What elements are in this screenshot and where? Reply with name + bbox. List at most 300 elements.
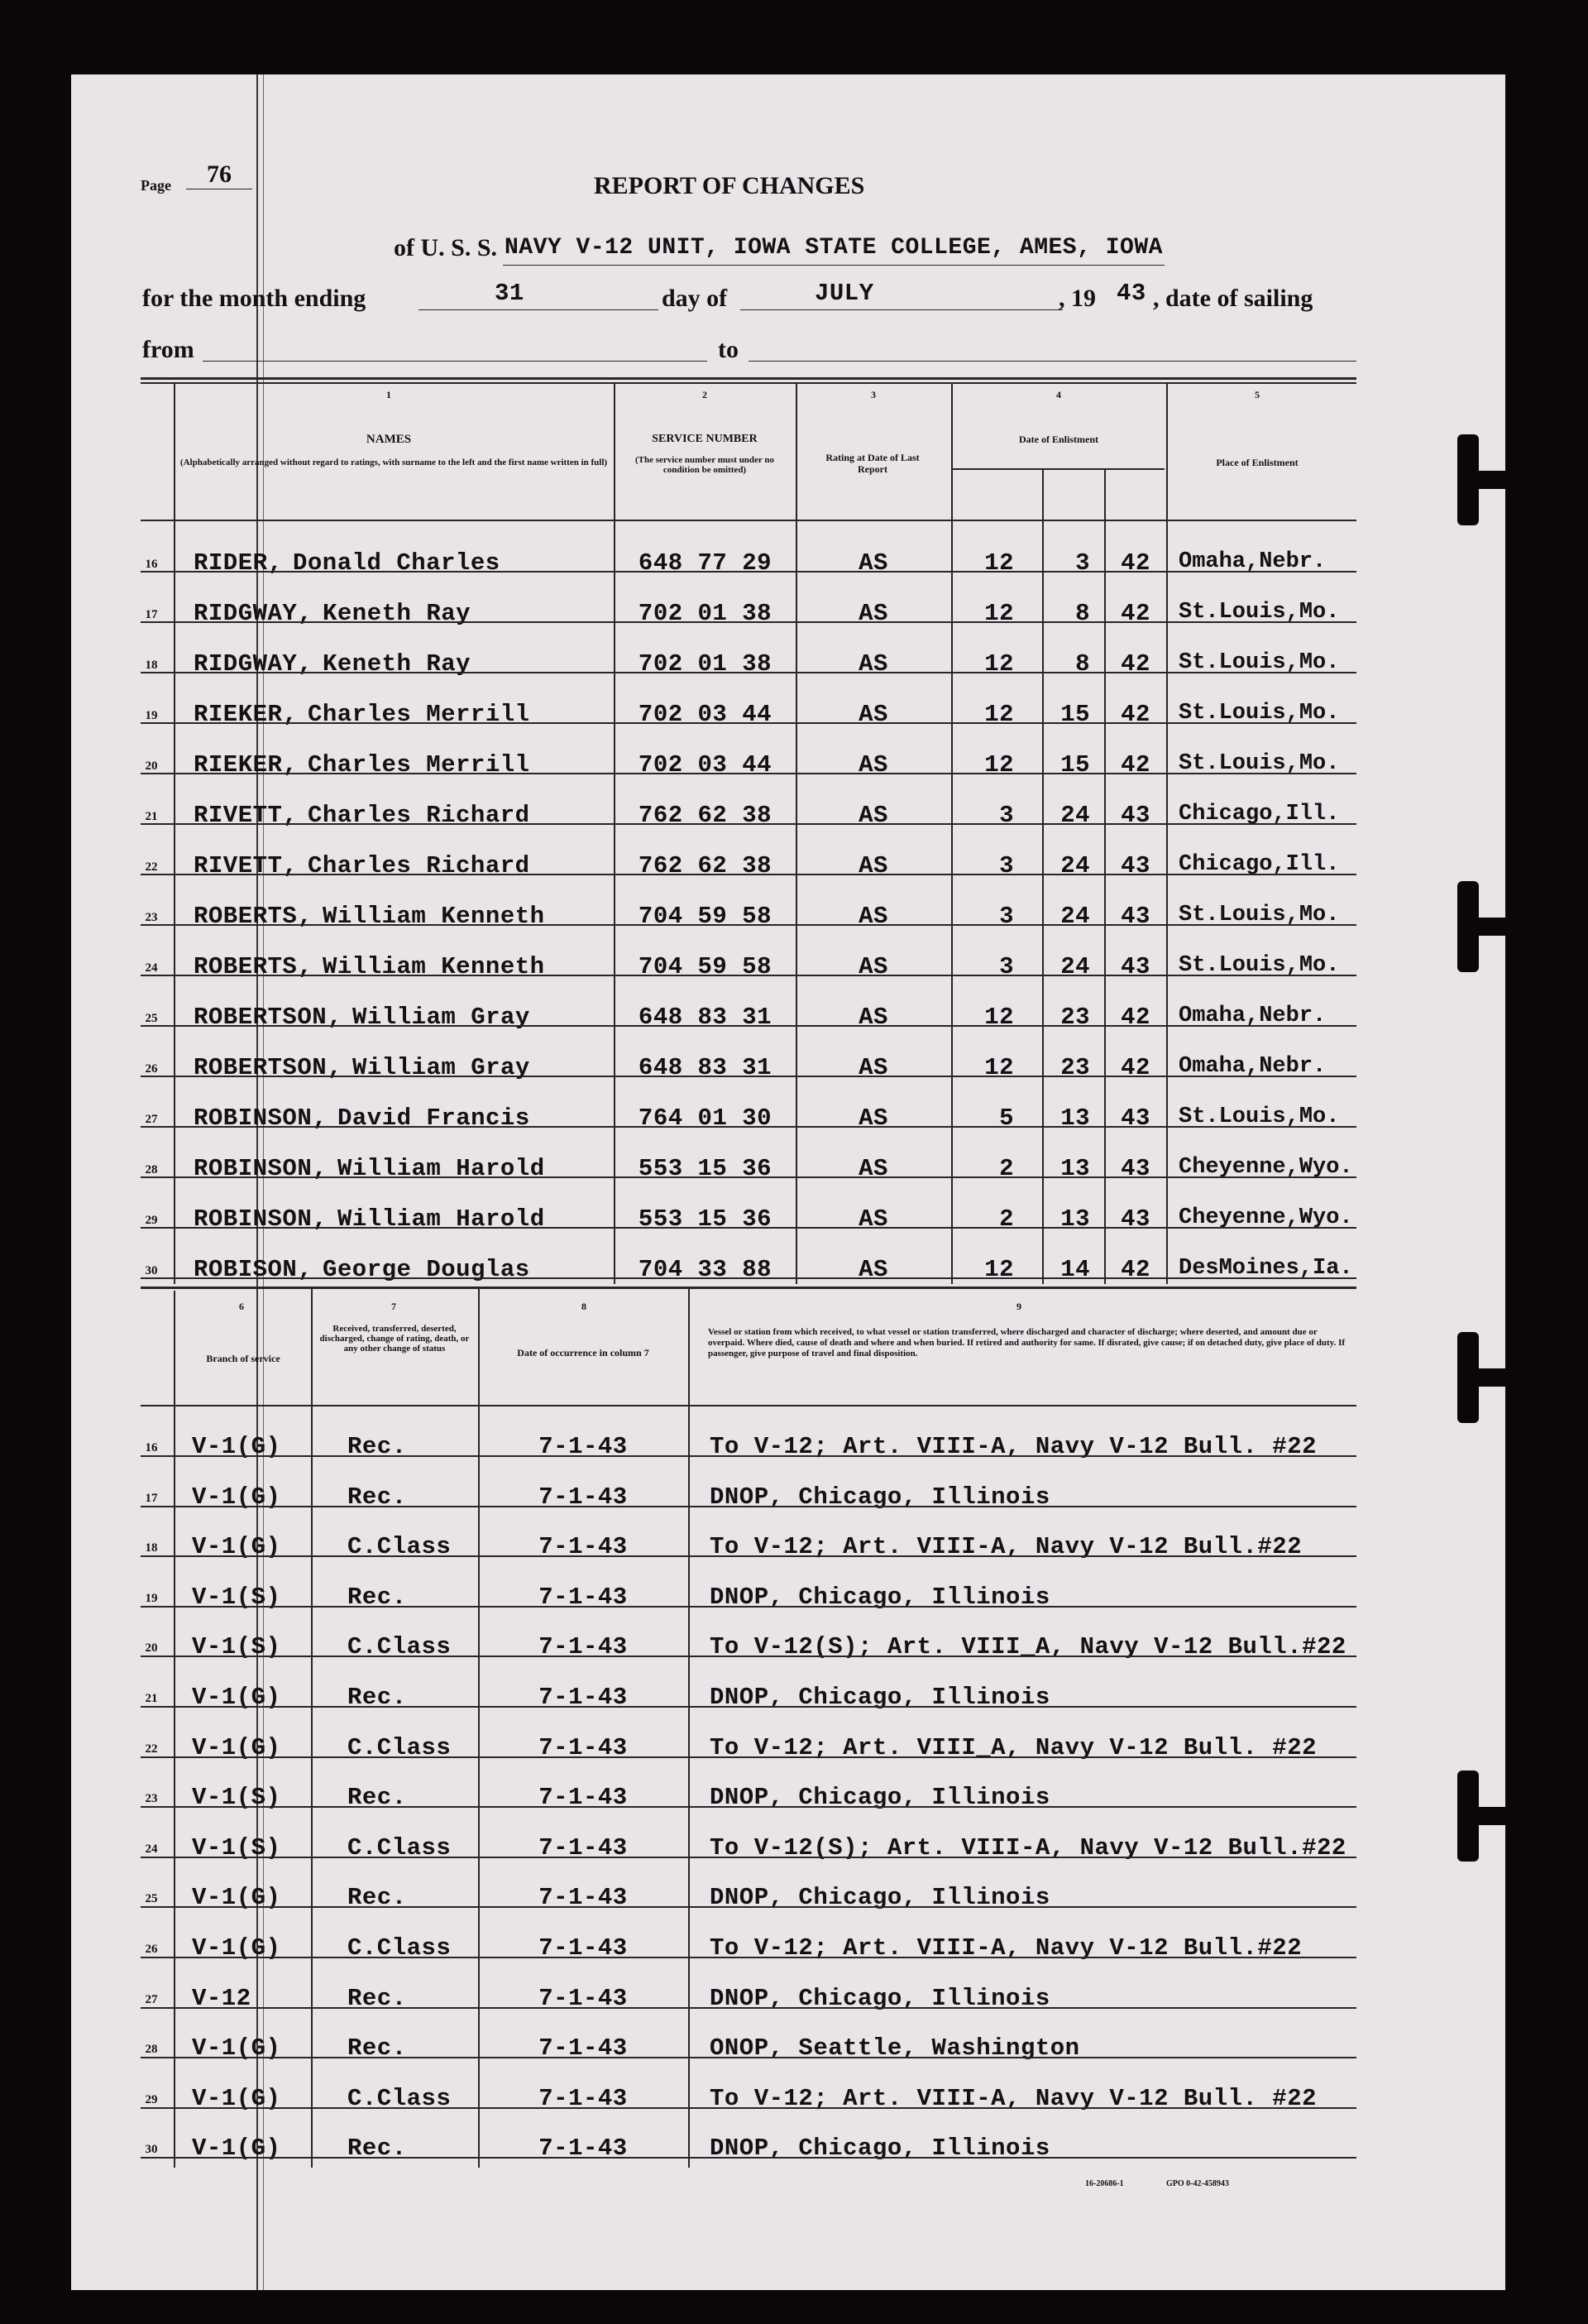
year-prefix: , 19 xyxy=(1059,285,1096,312)
remarks: DNOP, Chicago, Illinois xyxy=(710,1684,1050,1711)
enlist-year: 43 xyxy=(1121,1104,1150,1132)
row-number: 25 xyxy=(145,1892,158,1905)
binder-tab-arm xyxy=(1466,471,1507,489)
enlist-month: 3 xyxy=(999,852,1014,879)
enlist-day: 15 xyxy=(1060,701,1090,728)
rating: AS xyxy=(859,1004,888,1031)
name-separator: , xyxy=(283,701,298,728)
col-divider xyxy=(614,382,615,1284)
lower-header-bottom-rule xyxy=(141,1405,1356,1406)
remarks: To V-12(S); Art. VIII-A, Navy V-12 Bull.#22 xyxy=(710,1834,1346,1862)
service-number: 702 03 44 xyxy=(638,751,772,779)
enlist-year: 42 xyxy=(1121,600,1150,627)
surname: ROBERTS xyxy=(194,953,298,980)
date-of-occurrence: 7-1-43 xyxy=(538,1734,628,1761)
enlist-month: 3 xyxy=(999,802,1014,829)
remarks: To V-12; Art. VIII-A, Navy V-12 Bull. #22 xyxy=(710,1433,1318,1460)
enlist-month: 12 xyxy=(984,701,1014,728)
branch-of-service: V-1(G) xyxy=(192,1433,281,1460)
service-number: 704 59 58 xyxy=(638,953,772,980)
row-rule xyxy=(141,672,1356,673)
row-rule xyxy=(141,1806,1356,1808)
month-rule xyxy=(740,309,1063,310)
remarks: DNOP, Chicago, Illinois xyxy=(710,1985,1050,2012)
col3-number: 3 xyxy=(871,389,876,400)
binder-tab-arm xyxy=(1466,1807,1507,1825)
row-rule xyxy=(141,1277,1356,1279)
row-number: 24 xyxy=(145,1842,158,1856)
enlist-day: 23 xyxy=(1060,1004,1090,1031)
service-number: 702 01 38 xyxy=(638,600,772,627)
name-separator: , xyxy=(298,953,313,980)
surname: RIDGWAY xyxy=(194,600,298,627)
enlist-day: 13 xyxy=(1060,1155,1090,1182)
col4-number: 4 xyxy=(1056,389,1061,400)
row-number: 21 xyxy=(145,810,158,823)
row-rule xyxy=(141,2007,1356,2009)
branch-of-service: V-1(S) xyxy=(192,1834,281,1862)
report-title: REPORT OF CHANGES xyxy=(594,172,865,199)
given-names: William Kenneth xyxy=(323,903,545,930)
remarks: To V-12(S); Art. VIII_A, Navy V-12 Bull.#22 xyxy=(710,1633,1346,1660)
col7-number: 7 xyxy=(391,1301,396,1312)
ship-name-rule xyxy=(503,265,1165,266)
surname: ROBISON xyxy=(194,1256,298,1283)
enlist-place: Cheyenne,Wyo. xyxy=(1179,1155,1353,1180)
enlist-month: 12 xyxy=(984,1054,1014,1081)
enlist-place: DesMoines,Ia. xyxy=(1179,1256,1353,1281)
row-number: 24 xyxy=(145,961,158,975)
col9-title: Vessel or station from which received, to what vessel or station transferred, where discharged and character of discharge; where deserted, and amount due or overpaid. Where died, cause of death and where and when buried. If retired and authority for same. If disrated, give cause; if on detached duty, give place of duty. If passenger, give purpose of travel and final disposition. xyxy=(708,1327,1346,1358)
given-names: Charles Richard xyxy=(308,852,530,879)
given-names: George Douglas xyxy=(323,1256,530,1283)
enlist-day: 24 xyxy=(1060,802,1090,829)
row-number: 26 xyxy=(145,1943,158,1956)
name-separator: , xyxy=(283,751,298,779)
enlist-year: 43 xyxy=(1121,1155,1150,1182)
rating: AS xyxy=(859,1104,888,1132)
enlist-month: 5 xyxy=(999,1104,1014,1132)
row-rule xyxy=(141,1706,1356,1708)
enlist-place: St.Louis,Mo. xyxy=(1179,650,1340,675)
row-number: 29 xyxy=(145,2093,158,2106)
col5-title: Place of Enlistment xyxy=(1216,457,1299,468)
row-number: 20 xyxy=(145,759,158,773)
date-of-occurrence: 7-1-43 xyxy=(538,1834,628,1862)
rating: AS xyxy=(859,701,888,728)
date-of-occurrence: 7-1-43 xyxy=(538,1433,628,1460)
col1-note: (Alphabetically arranged without regard to ratings, with surname to the left and the first name written in full) xyxy=(179,458,608,467)
branch-of-service: V-1(G) xyxy=(192,1734,281,1761)
branch-of-service: V-1(G) xyxy=(192,2085,281,2112)
table-top-rule xyxy=(141,382,1356,384)
enlist-day: 13 xyxy=(1060,1205,1090,1233)
enlist-year: 43 xyxy=(1121,953,1150,980)
from-rule xyxy=(203,361,707,362)
change-of-status: Rec. xyxy=(347,1784,407,1811)
date-of-occurrence: 7-1-43 xyxy=(538,2034,628,2062)
enlist-place: St.Louis,Mo. xyxy=(1179,600,1340,625)
col5-number: 5 xyxy=(1255,389,1260,400)
enlist-month: 12 xyxy=(984,600,1014,627)
enlist-day: 24 xyxy=(1060,953,1090,980)
enlist-month: 3 xyxy=(999,903,1014,930)
row-rule xyxy=(141,2107,1356,2109)
col1-title: NAMES xyxy=(366,433,412,446)
service-number: 764 01 30 xyxy=(638,1104,772,1132)
row-number: 19 xyxy=(145,1592,158,1605)
row-rule xyxy=(141,1906,1356,1908)
enlist-month: 12 xyxy=(984,751,1014,779)
row-rule xyxy=(141,1857,1356,1858)
enlist-year: 43 xyxy=(1121,852,1150,879)
col-divider xyxy=(174,382,175,1284)
branch-of-service: V-1(G) xyxy=(192,1483,281,1511)
enlist-place: Omaha,Nebr. xyxy=(1179,1004,1327,1028)
name-separator: , xyxy=(298,600,313,627)
name-separator: , xyxy=(283,852,298,879)
col8-title: Date of occurrence in column 7 xyxy=(517,1347,649,1358)
col1-number: 1 xyxy=(386,389,391,400)
change-of-status: Rec. xyxy=(347,1985,407,2012)
row-number: 22 xyxy=(145,1742,158,1756)
binder-tab-arm xyxy=(1466,918,1507,936)
row-rule xyxy=(141,1176,1356,1178)
row-number: 25 xyxy=(145,1012,158,1025)
given-names: Keneth Ray xyxy=(323,650,471,678)
row-number: 30 xyxy=(145,1264,158,1277)
row-rule xyxy=(141,773,1356,774)
remarks: DNOP, Chicago, Illinois xyxy=(710,1884,1050,1911)
given-names: William Gray xyxy=(352,1004,530,1031)
col-divider xyxy=(796,382,797,1284)
col-divider xyxy=(688,1287,690,2168)
name-separator: , xyxy=(313,1205,328,1233)
change-of-status: C.Class xyxy=(347,1633,452,1660)
branch-of-service: V-1(S) xyxy=(192,1584,281,1611)
col-divider xyxy=(1104,468,1106,1284)
row-number: 20 xyxy=(145,1641,158,1655)
given-names: William Harold xyxy=(337,1155,545,1182)
name-separator: , xyxy=(313,1104,328,1132)
col2-note: (The service number must under no condition be omitted) xyxy=(635,455,774,475)
row-rule xyxy=(141,722,1356,724)
given-names: William Kenneth xyxy=(323,953,545,980)
row-number: 28 xyxy=(145,1163,158,1176)
date-of-occurrence: 7-1-43 xyxy=(538,2135,628,2162)
page-label: Page xyxy=(141,177,171,194)
col-divider xyxy=(1166,382,1168,1284)
to-label: to xyxy=(718,336,739,363)
rating: AS xyxy=(859,1205,888,1233)
enlist-month: 3 xyxy=(999,953,1014,980)
row-number: 30 xyxy=(145,2143,158,2156)
name-separator: , xyxy=(328,1054,342,1081)
change-of-status: Rec. xyxy=(347,1584,407,1611)
rating: AS xyxy=(859,650,888,678)
enlist-month: 12 xyxy=(984,650,1014,678)
rating: AS xyxy=(859,751,888,779)
enlist-place: St.Louis,Mo. xyxy=(1179,701,1340,726)
name-separator: , xyxy=(328,1004,342,1031)
row-rule xyxy=(141,1555,1356,1557)
from-label: from xyxy=(142,336,194,363)
month-ending-label: for the month ending xyxy=(142,285,366,312)
surname: ROBERTSON xyxy=(194,1004,328,1031)
row-number: 29 xyxy=(145,1214,158,1227)
branch-of-service: V-1(G) xyxy=(192,1884,281,1911)
date-of-occurrence: 7-1-43 xyxy=(538,1684,628,1711)
date-of-sailing-label: , date of sailing xyxy=(1153,285,1313,312)
month-value: JULY xyxy=(815,280,874,307)
change-of-status: C.Class xyxy=(347,1533,452,1560)
row-number: 23 xyxy=(145,1792,158,1805)
to-rule xyxy=(749,361,1356,362)
binder-tab-arm xyxy=(1466,1368,1507,1387)
row-rule xyxy=(141,1076,1356,1077)
date-of-occurrence: 7-1-43 xyxy=(538,1533,628,1560)
branch-of-service: V-1(G) xyxy=(192,2034,281,2062)
rating: AS xyxy=(859,903,888,930)
row-rule xyxy=(141,1455,1356,1457)
given-names: Charles Richard xyxy=(308,802,530,829)
col6-number: 6 xyxy=(239,1301,244,1312)
gpo-code: GPO 0-42-458943 xyxy=(1166,2179,1229,2188)
change-of-status: C.Class xyxy=(347,1934,452,1962)
surname: ROBINSON xyxy=(194,1205,313,1233)
page-number: 76 xyxy=(207,161,232,188)
enlist-year: 42 xyxy=(1121,549,1150,577)
ship-name: NAVY V-12 UNIT, IOWA STATE COLLEGE, AMES, IOWA xyxy=(505,235,1163,261)
enlist-month: 2 xyxy=(999,1155,1014,1182)
row-number: 17 xyxy=(145,1492,158,1505)
row-rule xyxy=(141,621,1356,623)
rating: AS xyxy=(859,953,888,980)
given-names: William Harold xyxy=(337,1205,545,1233)
branch-of-service: V-1(G) xyxy=(192,2135,281,2162)
lower-table-top-rule xyxy=(141,1287,1356,1289)
service-number: 702 01 38 xyxy=(638,650,772,678)
surname: RIEKER xyxy=(194,751,283,779)
branch-of-service: V-1(G) xyxy=(192,1934,281,1962)
service-number: 702 03 44 xyxy=(638,701,772,728)
branch-of-service: V-1(S) xyxy=(192,1633,281,1660)
year-value: 43 xyxy=(1117,280,1146,307)
date-of-occurrence: 7-1-43 xyxy=(538,1985,628,2012)
name-separator: , xyxy=(298,650,313,678)
col-divider xyxy=(174,1291,175,2168)
surname: ROBINSON xyxy=(194,1104,313,1132)
enlist-place: St.Louis,Mo. xyxy=(1179,903,1340,927)
enlist-day: 14 xyxy=(1060,1256,1090,1283)
row-number: 22 xyxy=(145,860,158,874)
branch-of-service: V-1(G) xyxy=(192,1684,281,1711)
enlist-year: 42 xyxy=(1121,1054,1150,1081)
rating: AS xyxy=(859,1256,888,1283)
enlist-place: Omaha,Nebr. xyxy=(1179,549,1327,574)
col3-title: Rating at Date of Last Report xyxy=(825,452,920,475)
branch-of-service: V-1(S) xyxy=(192,1784,281,1811)
date-of-occurrence: 7-1-43 xyxy=(538,1584,628,1611)
rating: AS xyxy=(859,802,888,829)
remarks: To V-12; Art. VIII_A, Navy V-12 Bull. #22 xyxy=(710,1734,1318,1761)
enlist-year: 42 xyxy=(1121,1004,1150,1031)
surname: ROBINSON xyxy=(194,1155,313,1182)
service-number: 762 62 38 xyxy=(638,802,772,829)
row-number: 27 xyxy=(145,1113,158,1126)
enlist-year: 42 xyxy=(1121,1256,1150,1283)
surname: RIDGWAY xyxy=(194,650,298,678)
given-names: William Gray xyxy=(352,1054,530,1081)
service-number: 704 59 58 xyxy=(638,903,772,930)
enlist-place: Chicago,Ill. xyxy=(1179,852,1340,877)
enlist-year: 42 xyxy=(1121,650,1150,678)
branch-of-service: V-1(G) xyxy=(192,1533,281,1560)
service-number: 553 15 36 xyxy=(638,1205,772,1233)
remarks: DNOP, Chicago, Illinois xyxy=(710,2135,1050,2162)
row-rule xyxy=(141,1025,1356,1027)
row-rule xyxy=(141,2157,1356,2159)
col-divider xyxy=(311,1287,313,2168)
enlist-month: 12 xyxy=(984,1004,1014,1031)
form-code: 16-20686-1 xyxy=(1085,2179,1124,2188)
enlist-day: 13 xyxy=(1060,1104,1090,1132)
change-of-status: Rec. xyxy=(347,1483,407,1511)
change-of-status: Rec. xyxy=(347,2135,407,2162)
enlist-day: 24 xyxy=(1060,852,1090,879)
enlist-year: 43 xyxy=(1121,802,1150,829)
col7-title: Received, transferred, deserted, discharged, change of rating, death, or any other change of status xyxy=(319,1324,470,1354)
change-of-status: C.Class xyxy=(347,1734,452,1761)
enlist-place: St.Louis,Mo. xyxy=(1179,1104,1340,1129)
row-number: 23 xyxy=(145,911,158,924)
table-top-rule xyxy=(141,377,1356,380)
row-rule xyxy=(141,975,1356,976)
date-of-occurrence: 7-1-43 xyxy=(538,1934,628,1962)
date-of-occurrence: 7-1-43 xyxy=(538,1633,628,1660)
col9-number: 9 xyxy=(1016,1301,1021,1312)
row-number: 17 xyxy=(145,608,158,621)
service-number: 762 62 38 xyxy=(638,852,772,879)
col8-number: 8 xyxy=(581,1301,586,1312)
enlist-month: 2 xyxy=(999,1205,1014,1233)
enlist-day: 24 xyxy=(1060,903,1090,930)
service-number: 553 15 36 xyxy=(638,1155,772,1182)
row-number: 18 xyxy=(145,659,158,672)
row-number: 16 xyxy=(145,558,158,571)
change-of-status: Rec. xyxy=(347,1433,407,1460)
surname: ROBERTSON xyxy=(194,1054,328,1081)
enlist-day: 8 xyxy=(1075,650,1090,678)
enlist-year: 43 xyxy=(1121,1205,1150,1233)
row-rule xyxy=(141,2057,1356,2058)
enlist-year: 42 xyxy=(1121,751,1150,779)
row-rule xyxy=(141,1756,1356,1758)
col6-title: Branch of service xyxy=(206,1353,280,1364)
given-names: Keneth Ray xyxy=(323,600,471,627)
enlist-day: 15 xyxy=(1060,751,1090,779)
enlist-year: 42 xyxy=(1121,701,1150,728)
remarks: ONOP, Seattle, Washington xyxy=(710,2034,1080,2062)
enlist-place: St.Louis,Mo. xyxy=(1179,751,1340,776)
day-value: 31 xyxy=(495,280,524,307)
enlist-day: 8 xyxy=(1075,600,1090,627)
enlist-place: Omaha,Nebr. xyxy=(1179,1054,1327,1079)
row-rule xyxy=(141,1506,1356,1507)
name-separator: , xyxy=(313,1155,328,1182)
remarks: To V-12; Art. VIII-A, Navy V-12 Bull.#22 xyxy=(710,1533,1303,1560)
enlist-day: 23 xyxy=(1060,1054,1090,1081)
rating: AS xyxy=(859,852,888,879)
surname: RIEKER xyxy=(194,701,283,728)
rating: AS xyxy=(859,1054,888,1081)
name-separator: , xyxy=(298,903,313,930)
enlistment-subrule xyxy=(951,468,1165,470)
change-of-status: C.Class xyxy=(347,1834,452,1862)
given-names: Donald Charles xyxy=(293,549,500,577)
rating: AS xyxy=(859,549,888,577)
enlist-month: 12 xyxy=(984,1256,1014,1283)
enlist-place: St.Louis,Mo. xyxy=(1179,953,1340,978)
remarks: To V-12; Art. VIII-A, Navy V-12 Bull.#22 xyxy=(710,1934,1303,1962)
date-of-occurrence: 7-1-43 xyxy=(538,1884,628,1911)
col4-title: Date of Enlistment xyxy=(1019,434,1098,445)
col-divider xyxy=(951,382,953,1284)
col2-number: 2 xyxy=(702,389,707,400)
row-rule xyxy=(141,1606,1356,1608)
row-rule xyxy=(141,924,1356,926)
date-of-occurrence: 7-1-43 xyxy=(538,2085,628,2112)
row-rule xyxy=(141,1126,1356,1128)
row-rule xyxy=(141,571,1356,573)
enlist-year: 43 xyxy=(1121,903,1150,930)
name-separator: , xyxy=(298,1256,313,1283)
change-of-status: Rec. xyxy=(347,2034,407,2062)
header-bottom-rule xyxy=(141,520,1356,521)
surname: ROBERTS xyxy=(194,903,298,930)
row-number: 26 xyxy=(145,1062,158,1076)
surname: RIVETT xyxy=(194,802,283,829)
service-number: 648 83 31 xyxy=(638,1054,772,1081)
row-rule xyxy=(141,874,1356,875)
date-of-occurrence: 7-1-43 xyxy=(538,1483,628,1511)
row-number: 18 xyxy=(145,1541,158,1555)
service-number: 648 83 31 xyxy=(638,1004,772,1031)
name-separator: , xyxy=(283,802,298,829)
day-of-label: day of xyxy=(662,285,728,312)
branch-of-service: V-12 xyxy=(192,1985,251,2012)
row-rule xyxy=(141,1957,1356,1958)
surname: RIVETT xyxy=(194,852,283,879)
remarks: To V-12; Art. VIII-A, Navy V-12 Bull. #22 xyxy=(710,2085,1318,2112)
service-number: 704 33 88 xyxy=(638,1256,772,1283)
row-rule xyxy=(141,1656,1356,1657)
col2-title: SERVICE NUMBER xyxy=(652,433,758,445)
given-names: Charles Merrill xyxy=(308,701,530,728)
enlist-place: Chicago,Ill. xyxy=(1179,802,1340,827)
of-uss-label: of U. S. S. xyxy=(394,234,498,261)
row-rule xyxy=(141,823,1356,825)
remarks: DNOP, Chicago, Illinois xyxy=(710,1784,1050,1811)
row-rule xyxy=(141,1227,1356,1229)
rating: AS xyxy=(859,600,888,627)
rating: AS xyxy=(859,1155,888,1182)
day-rule xyxy=(419,309,658,310)
given-names: Charles Merrill xyxy=(308,751,530,779)
row-number: 16 xyxy=(145,1441,158,1454)
date-of-occurrence: 7-1-43 xyxy=(538,1784,628,1811)
row-number: 19 xyxy=(145,709,158,722)
